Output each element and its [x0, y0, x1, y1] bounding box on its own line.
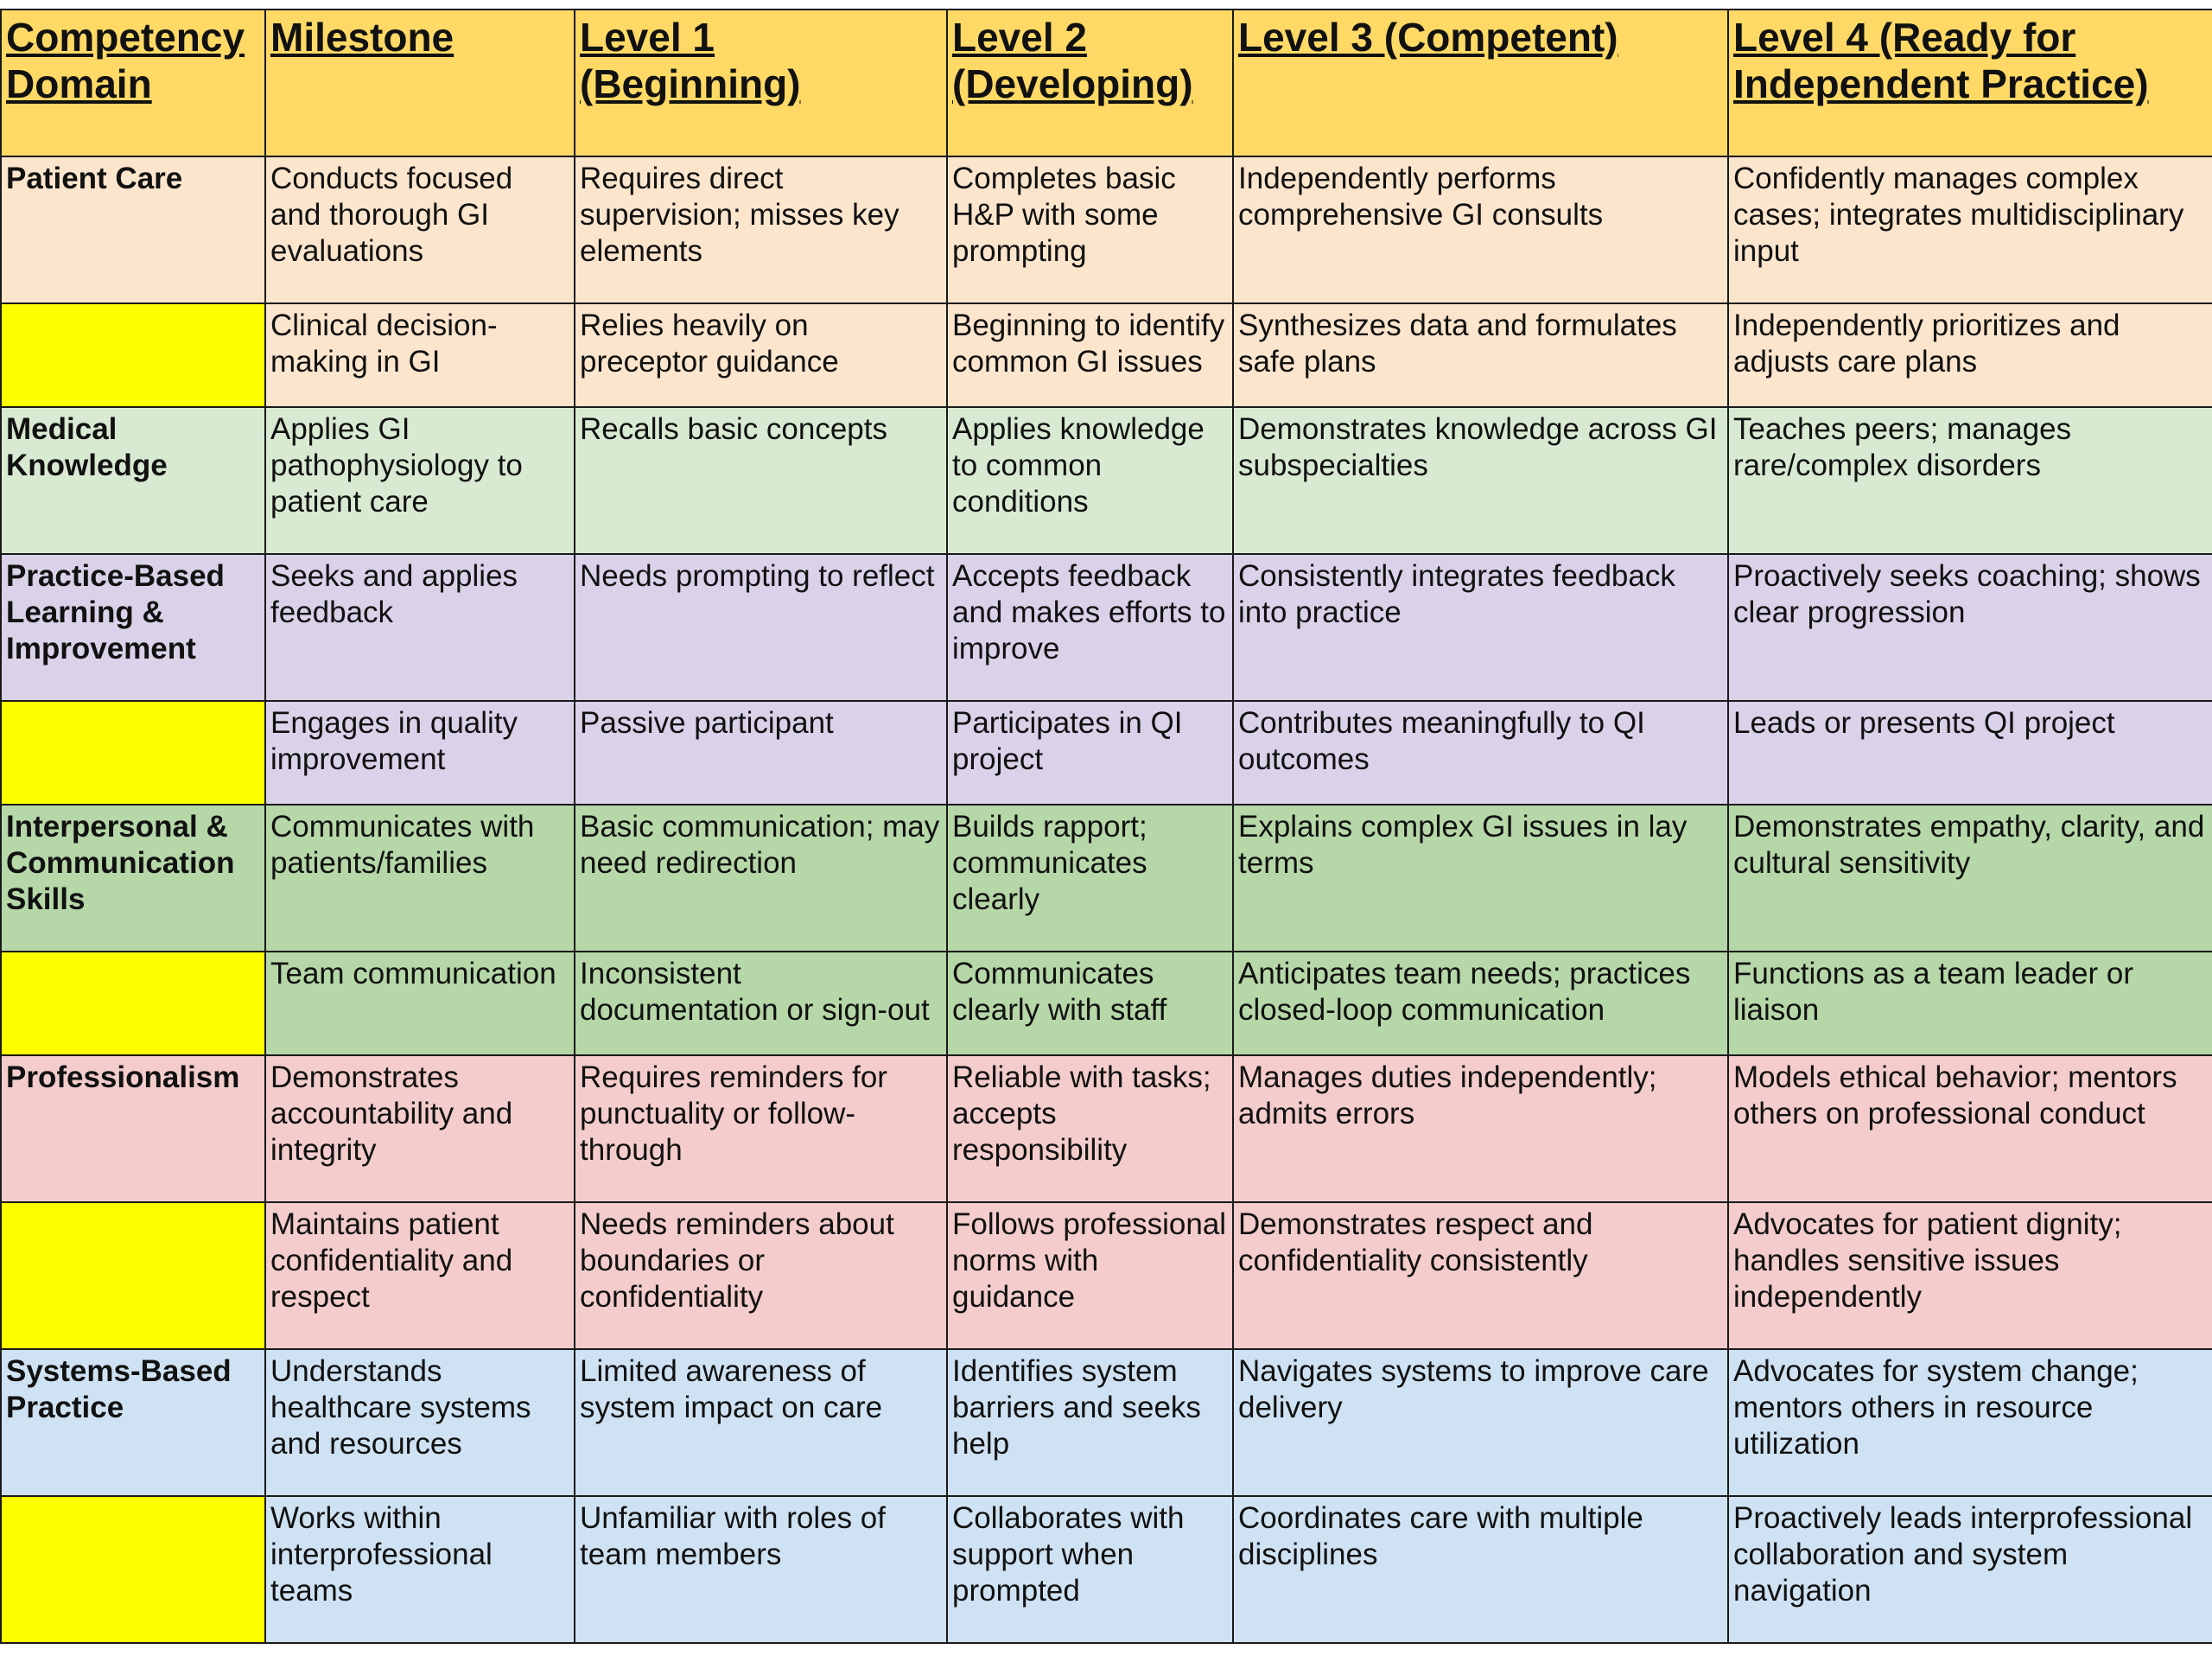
level-4-cell: Leads or presents QI project	[1728, 701, 2212, 805]
level-4-cell: Models ethical behavior; mentors others on professional conduct	[1728, 1055, 2212, 1202]
level-2-cell: Builds rapport; communicates clearly	[947, 805, 1233, 952]
domain-cell-empty	[1, 303, 265, 407]
level-3-cell: Coordinates care with multiple disciplines	[1233, 1496, 1728, 1643]
level-2-cell: Collaborates with support when prompted	[947, 1496, 1233, 1643]
table-row	[1, 1349, 2212, 1496]
domain-cell-empty	[1, 1496, 265, 1643]
level-4-cell: Functions as a team leader or liaison	[1728, 952, 2212, 1055]
milestone-cell: Demonstrates accountability and integrity	[265, 1055, 575, 1202]
domain-cell: Practice-Based Learning & Improvement	[1, 554, 265, 701]
level-3-cell: Synthesizes data and formulates safe plans	[1233, 303, 1728, 407]
level-2-cell: Identifies system barriers and seeks help	[947, 1349, 1233, 1496]
level-2-cell: Accepts feedback and makes efforts to improve	[947, 554, 1233, 701]
level-3-cell: Consistently integrates feedback into practice	[1233, 554, 1728, 701]
domain-cell: Medical Knowledge	[1, 407, 265, 554]
milestone-cell: Applies GI pathophysiology to patient care	[265, 407, 575, 554]
level-2-cell: Completes basic H&P with some prompting	[947, 156, 1233, 303]
level-4-cell: Independently prioritizes and adjusts care plans	[1728, 303, 2212, 407]
milestone-cell: Seeks and applies feedback	[265, 554, 575, 701]
milestone-cell: Clinical decision-making in GI	[265, 303, 575, 407]
level-4-cell: Advocates for system change; mentors others in resource utilization	[1728, 1349, 2212, 1496]
level-1-cell: Relies heavily on preceptor guidance	[575, 303, 947, 407]
level-4-cell: Advocates for patient dignity; handles sensitive issues independently	[1728, 1202, 2212, 1349]
level-2-cell: Communicates clearly with staff	[947, 952, 1233, 1055]
table-row	[1, 156, 2212, 303]
level-2-cell: Reliable with tasks; accepts responsibility	[947, 1055, 1233, 1202]
domain-cell: Patient Care	[1, 156, 265, 303]
level-2-cell: Applies knowledge to common conditions	[947, 407, 1233, 554]
milestone-cell: Engages in quality improvement	[265, 701, 575, 805]
table-row	[1, 1496, 2212, 1643]
domain-cell-empty	[1, 952, 265, 1055]
level-1-cell: Needs reminders about boundaries or confidentiality	[575, 1202, 947, 1349]
table-row	[1, 701, 2212, 805]
level-1-cell: Inconsistent documentation or sign-out	[575, 952, 947, 1055]
level-3-cell: Contributes meaningfully to QI outcomes	[1233, 701, 1728, 805]
level-1-cell: Requires reminders for punctuality or follow-through	[575, 1055, 947, 1202]
table-row	[1, 805, 2212, 952]
level-1-cell: Unfamiliar with roles of team members	[575, 1496, 947, 1643]
level-3-cell: Navigates systems to improve care delivery	[1233, 1349, 1728, 1496]
competency-milestone-table	[0, 9, 2212, 1644]
table-row	[1, 554, 2212, 701]
level-2-cell: Beginning to identify common GI issues	[947, 303, 1233, 407]
header-level-4: Level 4 (Ready for Independent Practice)	[1728, 10, 2212, 156]
table-row	[1, 407, 2212, 554]
level-3-cell: Independently performs comprehensive GI consults	[1233, 156, 1728, 303]
domain-cell: Interpersonal & Communication Skills	[1, 805, 265, 952]
header-row	[1, 10, 2212, 156]
level-4-cell: Confidently manages complex cases; integrates multidisciplinary input	[1728, 156, 2212, 303]
milestone-cell: Works within interprofessional teams	[265, 1496, 575, 1643]
table-row	[1, 1055, 2212, 1202]
header-level-1: Level 1 (Beginning)	[575, 10, 947, 156]
level-1-cell: Recalls basic concepts	[575, 407, 947, 554]
level-3-cell: Anticipates team needs; practices closed-loop communication	[1233, 952, 1728, 1055]
level-4-cell: Teaches peers; manages rare/complex disorders	[1728, 407, 2212, 554]
domain-cell-empty	[1, 701, 265, 805]
domain-cell-empty	[1, 1202, 265, 1349]
milestone-cell: Understands healthcare systems and resources	[265, 1349, 575, 1496]
table-row	[1, 303, 2212, 407]
level-1-cell: Needs prompting to reflect	[575, 554, 947, 701]
level-1-cell: Limited awareness of system impact on care	[575, 1349, 947, 1496]
milestone-cell: Conducts focused and thorough GI evaluations	[265, 156, 575, 303]
table-row	[1, 1202, 2212, 1349]
milestone-cell: Communicates with patients/families	[265, 805, 575, 952]
domain-cell: Professionalism	[1, 1055, 265, 1202]
table-row	[1, 952, 2212, 1055]
level-1-cell: Passive participant	[575, 701, 947, 805]
level-1-cell: Basic communication; may need redirection	[575, 805, 947, 952]
level-3-cell: Explains complex GI issues in lay terms	[1233, 805, 1728, 952]
header-level-3: Level 3 (Competent)	[1233, 10, 1728, 156]
level-3-cell: Demonstrates respect and confidentiality consistently	[1233, 1202, 1728, 1349]
level-4-cell: Proactively leads interprofessional collaboration and system navigation	[1728, 1496, 2212, 1643]
level-4-cell: Proactively seeks coaching; shows clear progression	[1728, 554, 2212, 701]
domain-cell: Systems-Based Practice	[1, 1349, 265, 1496]
header-milestone: Milestone	[265, 10, 575, 156]
level-1-cell: Requires direct supervision; misses key elements	[575, 156, 947, 303]
level-4-cell: Demonstrates empathy, clarity, and cultural sensitivity	[1728, 805, 2212, 952]
milestone-cell: Maintains patient confidentiality and respect	[265, 1202, 575, 1349]
level-3-cell: Demonstrates knowledge across GI subspecialties	[1233, 407, 1728, 554]
level-2-cell: Follows professional norms with guidance	[947, 1202, 1233, 1349]
header-level-2: Level 2 (Developing)	[947, 10, 1233, 156]
level-3-cell: Manages duties independently; admits errors	[1233, 1055, 1728, 1202]
level-2-cell: Participates in QI project	[947, 701, 1233, 805]
header-competency-domain: Competency Domain	[1, 10, 265, 156]
milestone-cell: Team communication	[265, 952, 575, 1055]
